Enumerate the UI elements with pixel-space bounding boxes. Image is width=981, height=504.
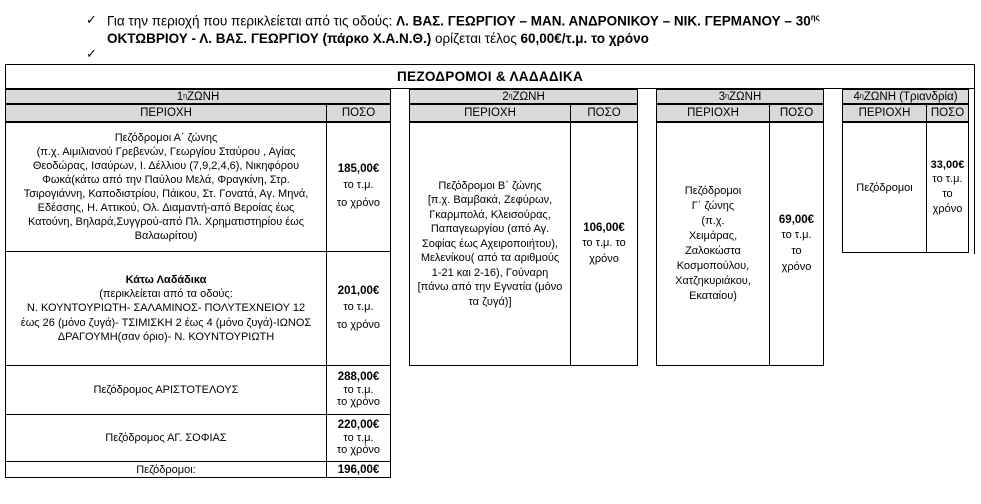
zone-2-price-value: 106,00€ [583, 222, 625, 234]
zone-1-row-2-area-text: (περικλείεται από τα οδούς: Ν. ΚΟΥΝΤΟΥΡΙΩΤΗ- ΣΑΛΑΜΙΝΟΣ- ΠΟΛΥΤΕΧΝΕΙΟΥ 12 έως 26 (μόνο ζυγά)- ΤΣΙΜΙΣΚΗ 2 έως 4 (μόνο ζυγά)-ΙΩΝΟΣ ΔΡΑΓΟΥΜΗ(σαν όριο)- Ν. ΚΟΥΝΤΟΥΡΙΩΤΗ [20, 287, 312, 343]
zone-1-row-2-area [5, 251, 327, 366]
zone-1-area-header: ΠΕΡΙΟΧΗ [5, 104, 327, 122]
zone-1-row-3-price [326, 365, 391, 415]
zone-1-row-4-price-unit: το τ.μ. το χρόνο [336, 431, 381, 457]
intro-line-2-text: ορίζεται τέλος [431, 31, 521, 46]
zone-1-row-4-area-text: Πεζόδρομος ΑΓ. ΣΟΦΙΑΣ [105, 432, 227, 444]
zone-4-header: 4 η ΖΩΝΗ (Τριανδρία) [842, 89, 969, 104]
zone-1-row-5-price [326, 461, 391, 478]
zone-3-area-text: Πεζόδρομοι Γ΄ ζώνης (π.χ. Χειμάρας, Ζαλοκώστα Κοσμοπούλου, Χατζηκυριάκου, Εκαταίου) [675, 185, 751, 302]
zone-1-row-2-price-value: 201,00€ [337, 284, 380, 297]
zone-1-row-3-price-unit: το τ.μ. το χρόνο [336, 383, 381, 409]
zone-1-row-2-price [326, 251, 391, 366]
checkmark-1: ✓ [86, 12, 97, 27]
checkmark-2: ✓ [86, 46, 97, 61]
intro-line-1-sup: ης [810, 13, 820, 22]
zone-1-row-2-price-unit: το τ.μ. το χρόνο [336, 300, 381, 331]
zone-4-price-unit: το τ.μ. το χρόνο [932, 173, 963, 215]
zone-1-row-4-price-value: 220,00€ [337, 419, 380, 432]
zone-4-area [842, 122, 927, 253]
zone-1-row-5-area [5, 461, 327, 478]
zone-3-price-value: 69,00€ [778, 214, 815, 226]
zone-4-area-header: ΠΕΡΙΟΧΗ [842, 104, 927, 122]
zone-3-price-header: ΠΟΣΟ [769, 104, 824, 122]
zone-1-row-1-area [5, 122, 327, 252]
zone-4-price-value: 33,00€ [930, 159, 965, 171]
table-frame-right [974, 64, 975, 254]
zone-1-row-3-area-text: Πεζόδρομος ΑΡΙΣΤΟΤΕΛΟΥΣ [93, 384, 239, 396]
zone-2-price-unit: το τ.μ. το χρόνο [582, 237, 626, 265]
zone-3-price-unit: το τ.μ. το χρόνο [781, 229, 812, 273]
zone-1-row-1-price [326, 122, 391, 252]
intro-line-2-streets: ΟΚΤΩΒΡΙΟΥ - Λ. ΒΑΣ. ΓΕΩΡΓΙΟΥ (πάρκο Χ.Α.Ν.Θ.) [107, 31, 432, 46]
zone-3-area-header: ΠΕΡΙΟΧΗ [656, 104, 770, 122]
zone-1-row-5-price-value: 196,00€ [337, 463, 380, 476]
zone-3-header: 3 η ΖΩΝΗ [656, 89, 824, 104]
zone-2-price-header: ΠΟΣΟ [570, 104, 638, 122]
zone-1-row-1-price-unit: το τ.μ. το χρόνο [336, 179, 381, 209]
intro-line-2 [107, 31, 649, 46]
intro-line-2-price: 60,00€/τ.μ. το χρόνο [520, 31, 649, 46]
zone-1-price-header: ΠΟΣΟ [326, 104, 391, 122]
zone-2-area [409, 122, 571, 366]
zone-3-area [656, 122, 770, 366]
intro-line-1-text: Για την περιοχή που περικλείεται από τις οδούς: [107, 13, 397, 29]
zone-1-row-1-area-text: Πεζόδρομοι Α΄ ζώνης (π.χ. Αιμιλιανού Γρεβενών, Γεωργίου Σταύρου , Αγίας Θεοδώρας, Ισαύρων, Ι. Δέλλιου (7,9,2,4,6), Νικηφόρου Φωκά(κάτω από την Παύλου Μελά, Φραγκίνη, Στρ. Τσιρογιάννη, Καποδιστρίου, Πάικου, Στ. Γονατά, Αγ. Μηνά, Εδέσσης, Η. Αττικού, Ολ. Διαμαντή-από Βεροίας έως Κατούνη, Βηλαρά,Συγγρού-από Πλ. Χρηματιστηρίου έως Βαλαωρίτου) [23, 132, 309, 242]
intro-line-1 [107, 13, 820, 29]
table-frame-left [5, 64, 6, 478]
zone-4-price-header: ΠΟΣΟ [926, 104, 969, 122]
zone-2-header: 2 η ΖΩΝΗ [409, 89, 638, 104]
zone-1-header: 1 η ΖΩΝΗ [5, 89, 391, 104]
zone-1-row-4-price [326, 414, 391, 462]
zone-1-row-4-area [5, 414, 327, 462]
zone-1-row-1-price-value: 185,00€ [337, 163, 380, 175]
zone-2-area-text: Πεζόδρομοι Β΄ ζώνης [π.χ. Βαμβακά, Ζεφύρων, Γκαρμπολά, Κλεισούρας, Παπαγεωργίου (από Αγ. Σοφίας έως Αχειροποιήτου), Μελενίκου( από τα αριθμούς 1-21 και 2-16), Γούναρη [πάνω από την Εγνατία (μόνο τα ζυγά)] [417, 179, 563, 308]
zone-1-row-5-area-text: Πεζόδρομοι: [136, 463, 196, 476]
zone-2-price [570, 122, 638, 366]
zone-3-price [769, 122, 824, 366]
zone-1-row-3-area [5, 365, 327, 415]
table-title: ΠΕΖΟΔΡΟΜΟΙ & ΛΑΔΑΔΙΚΑ [5, 64, 975, 89]
zone-4-area-text: Πεζόδρομοι [856, 181, 913, 194]
zone-1-row-3-price-value: 288,00€ [337, 371, 380, 384]
zone-2-area-header: ΠΕΡΙΟΧΗ [409, 104, 571, 122]
zone-1-row-2-title: Κάτω Λαδάδικα [125, 273, 207, 286]
zone-4-price [926, 122, 969, 253]
intro-line-1-streets: Λ. ΒΑΣ. ΓΕΩΡΓΙΟΥ – ΜΑΝ. ΑΝΔΡΟΝΙΚΟΥ – ΝΙΚ. ΓΕΡΜΑΝΟΥ – 30 [396, 13, 811, 29]
